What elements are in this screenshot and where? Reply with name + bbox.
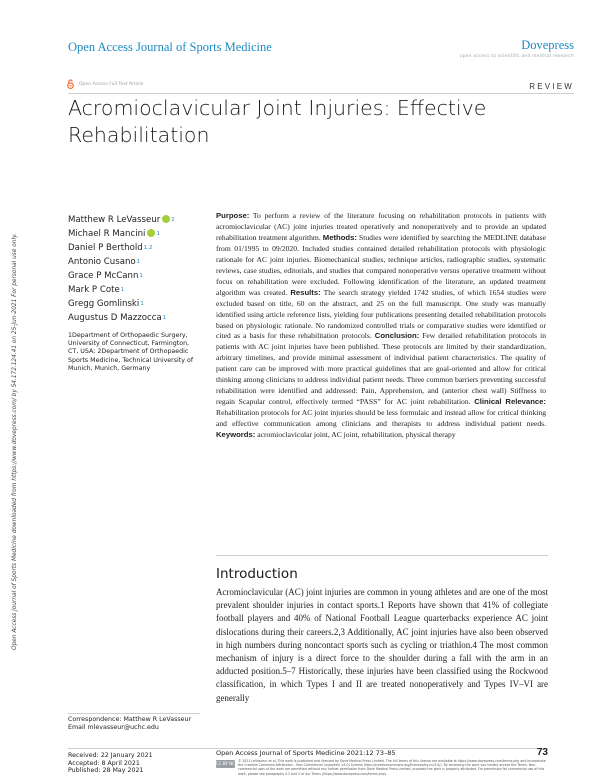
author-item (68, 241, 175, 255)
affiliation-marker: 1 (120, 287, 125, 293)
author-item (68, 269, 175, 283)
author-name[interactable]: Daniel P Berthold (68, 243, 143, 253)
open-access-label: Open Access Full Text Article (79, 81, 144, 87)
author-list (68, 213, 175, 325)
purpose-text: To perform a review of the literature focusing on rehabilitation protocols in patients with acromioclavicular (AC) joint injuries treated operatively and nonoperatively and to provide an updated rehabilitation treatment algorithm. (216, 211, 546, 242)
author-item (68, 255, 175, 269)
affiliation-marker: 1 (136, 259, 141, 265)
author-item (68, 297, 175, 311)
side-note-text: Open Access Journal of Sports Medicine downloaded from https://www.dovepress.com/ by 54.172.124.41 on 25-Jun-2021 For personal use only. (12, 233, 18, 650)
results-label: Results: (290, 287, 321, 297)
conclusion-text: Few detailed rehabilitation protocols in patients with AC joint injuries have been published. These protocols are limited by their standardization, arbitrary timelines, and provide minimal assessment of individual patient characteristics. The quality of patient care can be improved with more practical guidelines that are goal-oriented and allow for critical thinking among clinicians to address individual patient needs. Three common barriers preventing successful rehabilitation were identified and addressed: Pain, Apprehension, and (anterior chest wall) Stiffness to regain Scapular control, effectively termed “PASS” for AC joint rehabilitation. (216, 331, 546, 407)
affiliation-marker: 1,2 (143, 245, 153, 251)
download-side-note (8, 130, 38, 650)
intro-paragraph: Acromioclavicular (AC) joint injuries are common in young athletes and are one of the most prevalent shoulder injuries in contact sports.1 Reports have shown that 41% of collegiate football players and 40% of National Football League quarterbacks experience AC joint dislocations during their careers.2,3 Additionally, AC joint injuries have also been observed in high numbers during noncontact sports such as cycling or triathlon.4 The most common mechanism of injury is a direct force to the shoulder during a fall with the arm in an adducted position.5–7 Historically, these injuries have been classified using the Rockwood classification, in which Types I and II are treated nonoperatively and Types IV–VI are generally (216, 587, 548, 703)
author-item (68, 311, 175, 325)
article-type: REVIEW (529, 82, 574, 91)
purpose-label: Purpose: (216, 211, 250, 220)
received-date: Received: 22 January 2021 (68, 752, 153, 759)
methods-label: Methods: (322, 232, 357, 242)
methods-text: Studies were identified by searching the MEDLINE database from 01/1995 to 09/2020. Included studies contained detailed rehabilitation protocols with physiologic rationale for AC joint injuries. Biomechanical studies, technique articles, radiographic studies, systematic reviews, case studies, editorials, and studies that compared nonoperative versus operative treatment without focus on rehabilitation were excluded. Following identification of the literature, an updated treatment algorithm was created. (216, 232, 546, 297)
accepted-date: Accepted: 8 April 2021 (68, 759, 140, 767)
section-heading: Introduction (216, 566, 298, 582)
author-name[interactable]: Mark P Cote (68, 285, 120, 295)
author-name[interactable]: Antonio Cusano (68, 257, 136, 267)
affiliation-marker: 1 (139, 273, 143, 279)
keywords-text: acromioclavicular joint, AC joint, rehabilitation, physical therapy (255, 430, 456, 440)
relevance-text: Rehabilitation protocols for AC joint injuries should be less formulaic and instead allow for critical thinking and effective communication among clinicians and therapists to address individual patient needs. (216, 408, 546, 429)
author-item (68, 283, 175, 297)
open-access-badge (66, 79, 143, 89)
author-name[interactable]: Gregg Gomlinski (68, 299, 140, 309)
conclusion-label: Conclusion: (374, 331, 420, 341)
page-number: 73 (536, 747, 548, 758)
author-name[interactable]: Michael R Mancini (68, 229, 146, 239)
header-divider (68, 93, 574, 94)
introduction-text (216, 586, 548, 705)
cc-license-badge[interactable]: CC BY NC (216, 761, 235, 766)
correspondence (68, 716, 208, 732)
journal-name: Open Access Journal of Sports Medicine (68, 40, 272, 54)
correspondence-divider (68, 713, 200, 714)
open-access-lock-icon (66, 79, 75, 89)
affiliations: 1Department of Orthopaedic Surgery, University of Connecticut, Farmington, CT, USA; 2Department of Orthopaedic Sports Medicine, Technical University of Munich, Munich, Germany (68, 332, 194, 372)
keywords-label: Keywords: (216, 430, 256, 440)
abstract (216, 211, 546, 441)
results-text: The search strategy yielded 1742 studies, of which 1654 studies were excluded based on title, 60 on the abstract, and 25 on the full manuscript. One study was manually identified using article reference lists, yielding four publications presenting detailed rehabilitation protocols based on physiologic rationale. No randomized controlled trials or comparative studies were identified or cited as a basis for these rehabilitation protocols. (216, 287, 547, 341)
publisher-tagline: open access to scientific and medical research (459, 54, 574, 59)
footer-citation: Open Access Journal of Sports Medicine 2021:12 73–85 (216, 749, 396, 757)
author-item (68, 227, 175, 241)
correspondence-name: Correspondence: Matthew R LeVasseur (68, 716, 192, 723)
publisher-logo: Dovepress (521, 38, 574, 52)
published-date: Published: 28 May 2021 (68, 767, 144, 775)
article-dates (68, 752, 153, 775)
correspondence-email[interactable]: Email mlevasseur@uchc.edu (68, 724, 159, 732)
author-name[interactable]: Grace P McCann (68, 271, 139, 281)
affiliation-marker: 1 (140, 301, 144, 307)
affiliation-marker: 1 (162, 315, 167, 321)
author-item (68, 213, 175, 227)
orcid-icon[interactable] (147, 229, 155, 237)
affiliation-marker: 1 (171, 217, 175, 223)
affiliation-marker: 1 (156, 231, 160, 237)
author-name[interactable]: Matthew R LeVasseur (68, 215, 161, 225)
abstract-divider (216, 555, 548, 556)
article-title: Acromioclavicular Joint Injuries: Effective Rehabilitation (68, 96, 487, 147)
license-text: © 2021 LeVasseur et al. This work is published and licensed by Dove Medical Press Limited. The full terms of this license are available at https://www.dovepress.com/terms.php and incorporate the Creative Commons Attribution – Non Commercial (unported, v3.0) License (http://creativecommons.org/licenses/by-nc/3.0/). By accessing the work you hereby accept the Terms. Non-commercial uses of the work are permitted without any further permission from Dove Medical Press Limited, provided the work is properly attributed. For permission for commercial use of this work, please see paragraphs 4.2 and 5 of our Terms (https://www.dovepress.com/terms.php). (238, 759, 546, 776)
abstract-paragraph (216, 211, 546, 441)
author-name[interactable]: Augustus D Mazzocca (68, 313, 162, 323)
orcid-icon[interactable] (162, 215, 170, 223)
relevance-label: Clinical Relevance: (474, 397, 546, 407)
